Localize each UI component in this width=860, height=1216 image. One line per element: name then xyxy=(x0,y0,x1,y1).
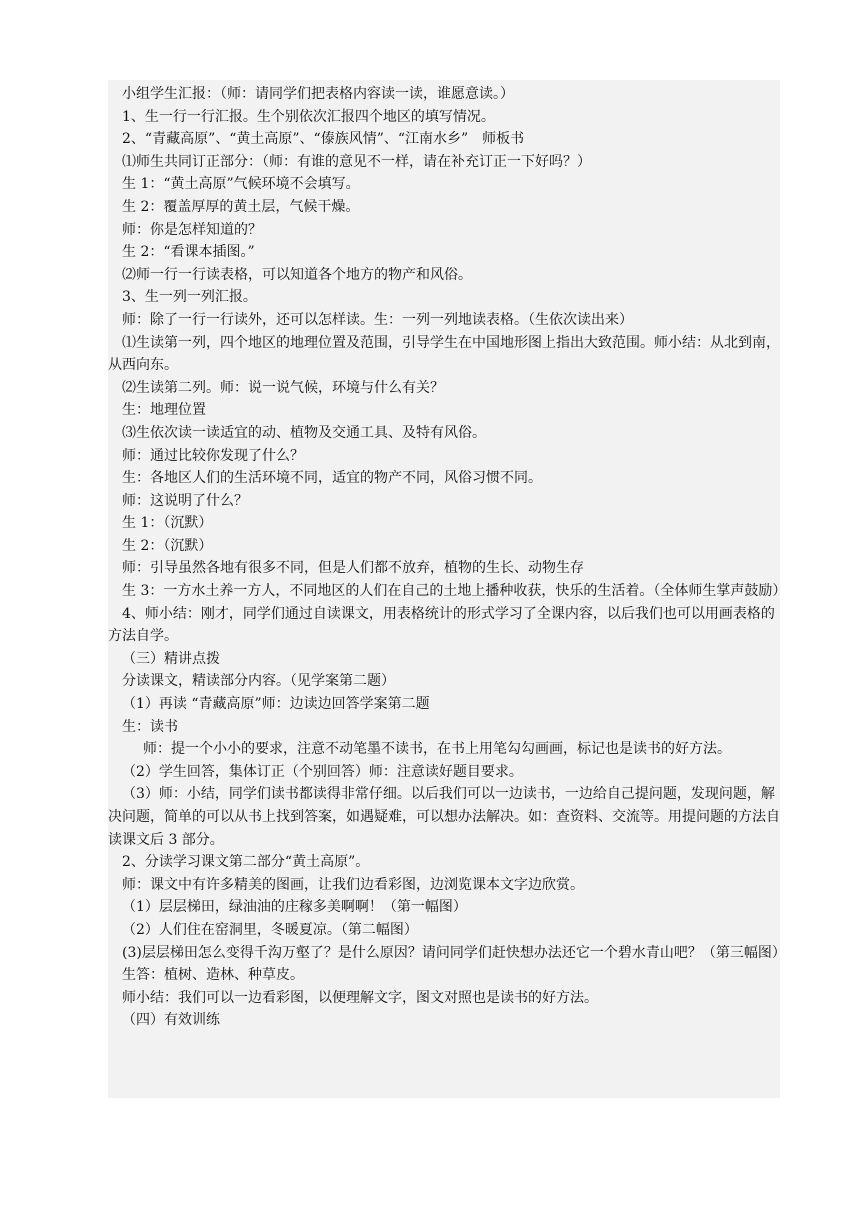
paragraph: 3、生一列一列汇报。 xyxy=(122,289,257,306)
paragraph: 师：你是怎样知道的？ xyxy=(122,221,262,238)
paragraph: 1、生一行一行汇报。生个别依次汇报四个地区的填写情况。 xyxy=(122,108,495,125)
paragraph: （1）层层梯田，绿油油的庄稼多美啊啊！（第一幅图） xyxy=(122,899,467,916)
paragraph: ⑶生依次读一读适宜的动、植物及交通工具、及特有风俗。 xyxy=(122,424,486,441)
paragraph: 2、“青藏高原”、“黄土高原”、“傣族风情”、“江南水乡” 师板书 xyxy=(122,131,525,148)
document-body xyxy=(108,83,787,1032)
paragraph: 生 2：覆盖厚厚的黄土层，气候干燥。 xyxy=(122,198,360,215)
paragraph: 生答：植树、造林、种草皮。 xyxy=(122,967,304,984)
paragraph: 生：地理位置 xyxy=(122,402,206,419)
paragraph: （3）师：小结，同学们读书都读得非常仔细。以后我们可以一边读书，一边给自己提问题，发现问题，解决问题，简单的可以从书上找到答案，如遇疑难，可以想办法解决。如：查资料、交流等。用提问题的方法自读课文后 3 部分。 xyxy=(108,786,780,848)
paragraph: 4、师小结：刚才，同学们通过自读课文，用表格统计的形式学习了全课内容，以后我们也可以用画表格的方法自学。 xyxy=(108,605,775,645)
paragraph: ⑵师一行一行读表格，可以知道各个地方的物产和风俗。 xyxy=(122,266,472,283)
paragraph: (3)层层梯田怎么变得千沟万壑了？是什么原因？请问同学们赶快想办法还它一个碧水青山吧？（第三幅图） xyxy=(122,944,786,961)
paragraph: （1）再读 “青藏高原”师：边读边回答学案第二题 xyxy=(122,696,430,713)
paragraph: 生 1：（沉默） xyxy=(122,515,213,532)
paragraph: （2）学生回答，集体订正（个别回答）师：注意读好题目要求。 xyxy=(122,763,523,780)
paragraph: 师：引导虽然各地有很多不同，但是人们都不放弃，植物的生长、动物生存 xyxy=(122,560,584,577)
paragraph: ⑴师生共同订正部分：（师：有谁的意见不一样，请在补充订正一下好吗？） xyxy=(122,153,591,170)
paragraph: （三）精讲点拨 xyxy=(122,650,220,667)
paragraph: 生 2：“看课本插图。” xyxy=(122,244,255,261)
paragraph: 生：各地区人们的生活环境不同，适宜的物产不同，风俗习惯不同。 xyxy=(122,470,542,487)
paragraph: 生 1：“黄土高原”气候环境不会填写。 xyxy=(122,176,360,193)
paragraph: （2）人们住在窑洞里，冬暖夏凉。（第二幅图） xyxy=(122,921,418,938)
paragraph: 师：提一个小小的要求，注意不动笔墨不读书，在书上用笔勾勾画画，标记也是读书的好方法。 xyxy=(143,741,731,758)
paragraph: 小组学生汇报：（师：请同学们把表格内容读一读，谁愿意读。） xyxy=(122,86,514,102)
paragraph: ⑴生读第一列，四个地区的地理位置及范围，引导学生在中国地形图上指出大致范围。师小结：从北到南，从西向东。 xyxy=(108,334,780,374)
paragraph: 生 2：（沉默） xyxy=(122,537,213,554)
paragraph: 师：这说明了什么？ xyxy=(122,492,248,509)
paragraph: 师：课文中有许多精美的图画，让我们边看彩图，边浏览课本文字边欣赏。 xyxy=(122,876,584,893)
paragraph: 生 3：一方水土养一方人，不同地区的人们在自己的土地上播种收获，快乐的生活着。（全体师生掌声鼓励） xyxy=(122,583,787,600)
paragraph: 分读课文，精读部分内容。（见学案第二题） xyxy=(122,673,395,690)
paragraph: 2、分读学习课文第二部分“黄土高原”。 xyxy=(122,854,370,871)
paragraph: 师：除了一行一行读外，还可以怎样读。生：一列一列地读表格。（生依次读出来） xyxy=(122,311,633,328)
paragraph: ⑵生读第二列。师：说一说气候，环境与什么有关？ xyxy=(122,379,444,396)
paragraph: 师小结：我们可以一边看彩图，以便理解文字，图文对照也是读书的好方法。 xyxy=(122,989,598,1006)
paragraph: （四）有效训练 xyxy=(122,1012,220,1029)
paragraph: 生：读书 xyxy=(122,718,178,735)
paragraph: 师：通过比较你发现了什么？ xyxy=(122,447,304,464)
